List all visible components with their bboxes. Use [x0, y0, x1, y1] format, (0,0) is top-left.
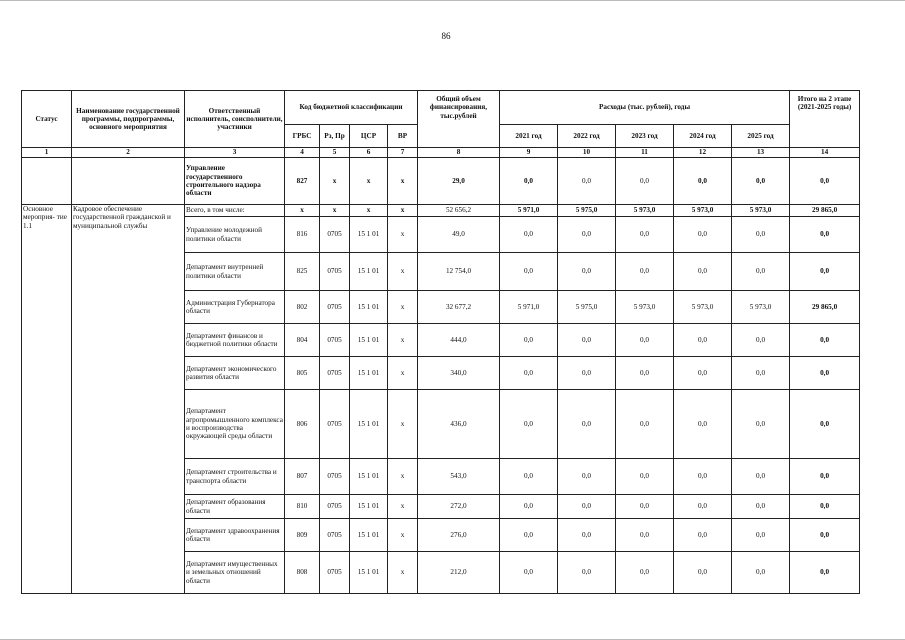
header-expenses: Расходы (тыс. рублей), годы: [500, 91, 790, 125]
participant-cell: Управление государственного строительного надзора области: [185, 158, 285, 205]
rzpr-cell: 0705: [320, 291, 350, 324]
header-itogo: Итого на 2 этапе (2021-2025 годы): [790, 91, 860, 148]
y2022-cell: 0,0: [558, 390, 616, 459]
grbs-cell: 810: [285, 495, 320, 519]
y2023-cell: 0,0: [616, 519, 674, 552]
total-cell: 272,0: [418, 495, 500, 519]
y2025-cell: 0,0: [732, 324, 790, 357]
header-rzpr: Рз, Пр: [320, 125, 350, 148]
y2022-cell: 0,0: [558, 519, 616, 552]
column-index: 12: [674, 148, 732, 158]
page-number: 86: [441, 31, 451, 41]
y2022-cell: 5 975,0: [558, 205, 616, 217]
header-vr: ВР: [388, 125, 418, 148]
grbs-cell: 827: [285, 158, 320, 205]
y2022-cell: 0,0: [558, 217, 616, 253]
rzpr-cell: 0705: [320, 253, 350, 291]
y2021-cell: 0,0: [500, 158, 558, 205]
y2021-cell: 0,0: [500, 357, 558, 390]
column-index: 7: [388, 148, 418, 158]
y2024-cell: 0,0: [674, 158, 732, 205]
csr-cell: 15 1 01: [350, 357, 388, 390]
csr-cell: 15 1 01: [350, 291, 388, 324]
y2024-cell: 0,0: [674, 217, 732, 253]
participant-cell: Департамент внутренней политики области: [185, 253, 285, 291]
y2022-cell: 5 975,0: [558, 291, 616, 324]
y2023-cell: 0,0: [616, 459, 674, 495]
total-cell: 436,0: [418, 390, 500, 459]
y2025-cell: 5 973,0: [732, 291, 790, 324]
participant-cell: Департамент здравоохранения области: [185, 519, 285, 552]
total-cell: 276,0: [418, 519, 500, 552]
y2025-cell: 5 973,0: [732, 205, 790, 217]
participant-cell: Всего, в том числе:: [185, 205, 285, 217]
header-status: Статус: [22, 91, 72, 148]
y2024-cell: 0,0: [674, 253, 732, 291]
total-cell: 32 677,2: [418, 291, 500, 324]
vr-cell: х: [388, 552, 418, 594]
column-index: 14: [790, 148, 860, 158]
header-total-volume: Общий объем финансирования, тыс.рублей: [418, 91, 500, 148]
y2025-cell: 0,0: [732, 158, 790, 205]
y2024-cell: 5 973,0: [674, 205, 732, 217]
y2024-cell: 0,0: [674, 552, 732, 594]
itogo-cell: 0,0: [790, 552, 860, 594]
itogo-cell: 0,0: [790, 158, 860, 205]
y2021-cell: 0,0: [500, 459, 558, 495]
y2021-cell: 0,0: [500, 552, 558, 594]
measure-status-cell: Основное мероприя- тие 1.1: [22, 205, 72, 594]
grbs-cell: 805: [285, 357, 320, 390]
total-cell: 543,0: [418, 459, 500, 495]
rzpr-cell: 0705: [320, 495, 350, 519]
total-cell: 12 754,0: [418, 253, 500, 291]
vr-cell: х: [388, 158, 418, 205]
csr-cell: 15 1 01: [350, 459, 388, 495]
total-cell: 52 656,2: [418, 205, 500, 217]
y2021-cell: 0,0: [500, 495, 558, 519]
y2025-cell: 0,0: [732, 519, 790, 552]
rzpr-cell: 0705: [320, 357, 350, 390]
participant-cell: Департамент агропромышленного комплекса и воспроизводства окружающей среды области: [185, 390, 285, 459]
csr-cell: 15 1 01: [350, 217, 388, 253]
column-index: 6: [350, 148, 388, 158]
itogo-cell: 0,0: [790, 519, 860, 552]
y2024-cell: 0,0: [674, 519, 732, 552]
itogo-cell: 0,0: [790, 459, 860, 495]
vr-cell: х: [388, 495, 418, 519]
grbs-cell: 825: [285, 253, 320, 291]
csr-cell: 15 1 01: [350, 552, 388, 594]
csr-cell: х: [350, 205, 388, 217]
table-row: [22, 205, 860, 217]
itogo-cell: 0,0: [790, 217, 860, 253]
y2024-cell: 0,0: [674, 459, 732, 495]
y2022-cell: 0,0: [558, 552, 616, 594]
grbs-cell: 804: [285, 324, 320, 357]
participant-cell: Департамент экономического развития области: [185, 357, 285, 390]
y2022-cell: 0,0: [558, 357, 616, 390]
y2025-cell: 0,0: [732, 253, 790, 291]
vr-cell: х: [388, 390, 418, 459]
itogo-cell: 0,0: [790, 357, 860, 390]
rzpr-cell: 0705: [320, 324, 350, 357]
y2023-cell: 5 973,0: [616, 205, 674, 217]
participant-cell: Департамент имущественных и земельных отношений области: [185, 552, 285, 594]
csr-cell: х: [350, 158, 388, 205]
y2021-cell: 0,0: [500, 217, 558, 253]
y2023-cell: 0,0: [616, 390, 674, 459]
table-row: [22, 158, 860, 205]
vr-cell: х: [388, 253, 418, 291]
y2023-cell: 0,0: [616, 158, 674, 205]
column-index: 3: [185, 148, 285, 158]
y2022-cell: 0,0: [558, 324, 616, 357]
y2021-cell: 5 971,0: [500, 205, 558, 217]
measure-name-cell: Кадровое обеспечение государственной гражданской и муниципальной службы: [72, 205, 185, 594]
total-cell: 49,0: [418, 217, 500, 253]
column-index: 4: [285, 148, 320, 158]
itogo-cell: 29 865,0: [790, 291, 860, 324]
y2023-cell: 0,0: [616, 357, 674, 390]
total-cell: 212,0: [418, 552, 500, 594]
y2023-cell: 0,0: [616, 495, 674, 519]
total-cell: 29,0: [418, 158, 500, 205]
y2021-cell: 0,0: [500, 519, 558, 552]
y2023-cell: 0,0: [616, 253, 674, 291]
rzpr-cell: х: [320, 158, 350, 205]
csr-cell: 15 1 01: [350, 390, 388, 459]
header-name: Наименование государственной программы, подпрограммы, основного мероприятия: [72, 91, 185, 148]
y2024-cell: 0,0: [674, 495, 732, 519]
column-index: 1: [22, 148, 72, 158]
y2025-cell: 0,0: [732, 552, 790, 594]
header-year-2025: 2025 год: [732, 125, 790, 148]
participant-cell: Департамент строительства и транспорта области: [185, 459, 285, 495]
name-cell: [72, 158, 185, 205]
vr-cell: х: [388, 357, 418, 390]
rzpr-cell: 0705: [320, 552, 350, 594]
y2023-cell: 5 973,0: [616, 291, 674, 324]
y2021-cell: 0,0: [500, 324, 558, 357]
rzpr-cell: 0705: [320, 217, 350, 253]
itogo-cell: 29 865,0: [790, 205, 860, 217]
itogo-cell: 0,0: [790, 495, 860, 519]
grbs-cell: 809: [285, 519, 320, 552]
y2024-cell: 0,0: [674, 357, 732, 390]
y2023-cell: 0,0: [616, 217, 674, 253]
y2022-cell: 0,0: [558, 459, 616, 495]
itogo-cell: 0,0: [790, 390, 860, 459]
y2021-cell: 0,0: [500, 390, 558, 459]
total-cell: 444,0: [418, 324, 500, 357]
header-csr: ЦСР: [350, 125, 388, 148]
y2021-cell: 5 971,0: [500, 291, 558, 324]
total-cell: 340,0: [418, 357, 500, 390]
y2025-cell: 0,0: [732, 357, 790, 390]
participant-cell: Администрация Губернатора области: [185, 291, 285, 324]
grbs-cell: х: [285, 205, 320, 217]
y2024-cell: 5 973,0: [674, 291, 732, 324]
y2022-cell: 0,0: [558, 253, 616, 291]
y2021-cell: 0,0: [500, 253, 558, 291]
column-index: 13: [732, 148, 790, 158]
csr-cell: 15 1 01: [350, 324, 388, 357]
grbs-cell: 807: [285, 459, 320, 495]
rzpr-cell: 0705: [320, 390, 350, 459]
y2025-cell: 0,0: [732, 390, 790, 459]
header-grbs: ГРБС: [285, 125, 320, 148]
y2025-cell: 0,0: [732, 217, 790, 253]
csr-cell: 15 1 01: [350, 519, 388, 552]
grbs-cell: 802: [285, 291, 320, 324]
status-cell: [22, 158, 72, 205]
csr-cell: 15 1 01: [350, 253, 388, 291]
vr-cell: х: [388, 324, 418, 357]
header-year-2021: 2021 год: [500, 125, 558, 148]
rzpr-cell: х: [320, 205, 350, 217]
y2025-cell: 0,0: [732, 459, 790, 495]
itogo-cell: 0,0: [790, 324, 860, 357]
y2023-cell: 0,0: [616, 324, 674, 357]
participant-cell: Управление молодежной политики области: [185, 217, 285, 253]
vr-cell: х: [388, 291, 418, 324]
csr-cell: 15 1 01: [350, 495, 388, 519]
rzpr-cell: 0705: [320, 519, 350, 552]
header-responsible: Ответственный исполнитель, соисполнители, участники: [185, 91, 285, 148]
grbs-cell: 816: [285, 217, 320, 253]
y2022-cell: 0,0: [558, 158, 616, 205]
header-year-2023: 2023 год: [616, 125, 674, 148]
vr-cell: х: [388, 205, 418, 217]
participant-cell: Департамент образования области: [185, 495, 285, 519]
y2024-cell: 0,0: [674, 324, 732, 357]
header-budget-code: Код бюджетной классификации: [285, 91, 418, 125]
y2024-cell: 0,0: [674, 390, 732, 459]
column-index-row: [22, 148, 860, 158]
participant-cell: Департамент финансов и бюджетной политики области: [185, 324, 285, 357]
column-index: 10: [558, 148, 616, 158]
y2023-cell: 0,0: [616, 552, 674, 594]
vr-cell: х: [388, 459, 418, 495]
rzpr-cell: 0705: [320, 459, 350, 495]
budget-table: [21, 90, 860, 594]
header-year-2022: 2022 год: [558, 125, 616, 148]
header-year-2024: 2024 год: [674, 125, 732, 148]
column-index: 9: [500, 148, 558, 158]
grbs-cell: 808: [285, 552, 320, 594]
itogo-cell: 0,0: [790, 253, 860, 291]
column-index: 2: [72, 148, 185, 158]
column-index: 11: [616, 148, 674, 158]
y2022-cell: 0,0: [558, 495, 616, 519]
vr-cell: х: [388, 217, 418, 253]
vr-cell: х: [388, 519, 418, 552]
grbs-cell: 806: [285, 390, 320, 459]
y2025-cell: 0,0: [732, 495, 790, 519]
column-index: 8: [418, 148, 500, 158]
column-index: 5: [320, 148, 350, 158]
scan-edge-top: [0, 0, 905, 1]
